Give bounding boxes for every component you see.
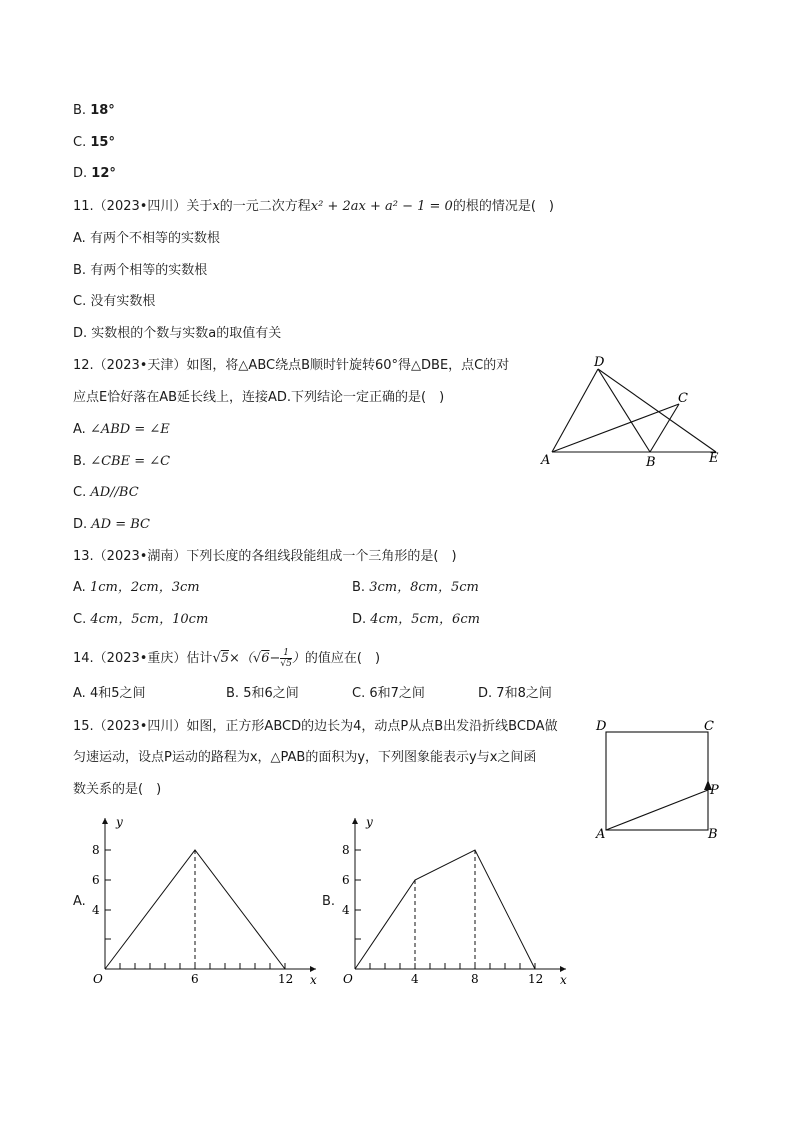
square-abcd	[606, 732, 708, 830]
y-tick-label: 4	[92, 903, 100, 917]
q15-stem-line1: 15.（2023•四川）如图，正方形ABCD的边长为4，动点P从点B出发沿折线BCDA做	[73, 719, 558, 734]
q11-stem: 11.（2023•四川）关于x的一元二次方程x² + 2ax + a² − 1 = 0的根的情况是( )	[73, 199, 554, 214]
x-axis-label: x	[310, 973, 317, 987]
y-tick-label: 6	[342, 873, 350, 887]
graph-b-letter: B.	[322, 894, 336, 909]
graph-b	[338, 812, 578, 992]
q13-stem: 13.（2023•湖南）下列长度的各组线段能组成一个三角形的是( )	[73, 549, 457, 564]
y-tick-label: 8	[92, 843, 100, 857]
q15-stem-line2: 匀速运动，设点P运动的路程为x，△PAB的面积为y，下列图象能表示y与x之间函	[73, 750, 537, 765]
q11-option-b: B. 有两个相等的实数根	[73, 263, 208, 278]
q12-stem-line1: 12.（2023•天津）如图，将△ABC绕点B顺时针旋转60°得△DBE，点C的对	[73, 358, 510, 373]
line-ad	[552, 369, 598, 452]
graph-a-letter: A.	[73, 894, 86, 909]
line-ac	[552, 404, 679, 452]
q10-option-b: B. 18°	[73, 103, 115, 118]
y-tick-label: 8	[342, 843, 350, 857]
label-b: B	[708, 827, 718, 842]
q11-equation: x² + 2ax + a² − 1 = 0	[310, 199, 453, 214]
y-tick-label: 6	[92, 873, 100, 887]
q12-option-a: A. ∠ABD = ∠E	[73, 422, 170, 437]
y-axis-label: y	[116, 815, 123, 829]
graph-b-line	[355, 850, 535, 969]
q12-option-d: D. AD = BC	[73, 517, 151, 532]
label-a: A	[541, 453, 551, 468]
q14-option-d: D. 7和8之间	[478, 686, 552, 701]
label-e: E	[709, 451, 719, 466]
q13-option-b: B. 3cm，8cm，5cm	[352, 580, 479, 595]
y-tick-label: 4	[342, 903, 350, 917]
label-a: A	[596, 827, 606, 842]
q13-option-d: D. 4cm，5cm，6cm	[352, 612, 480, 627]
y-axis-label: y	[366, 815, 373, 829]
q10-option-d-value: 12°	[91, 166, 116, 181]
x-axis-label: x	[560, 973, 567, 987]
q12-option-b: B. ∠CBE = ∠C	[73, 454, 171, 469]
label-d: D	[596, 719, 607, 734]
label-p: P	[710, 783, 719, 798]
x-tick-label: 12	[278, 972, 294, 986]
q14-option-b: B. 5和6之间	[226, 686, 299, 701]
q12-triangle-figure	[535, 352, 725, 472]
q15-square-figure	[592, 714, 722, 844]
q10-option-d: D. 12°	[73, 166, 116, 181]
label-c: C	[704, 719, 714, 734]
q14-stem: 14.（2023•重庆）估计√5×（√6− $\frac{1}{√5}$ ）的值应在( )	[73, 648, 381, 669]
label-d: D	[594, 355, 605, 370]
q12-stem-line2: 应点E恰好落在AB延长线上，连接AD.下列结论一定正确的是( )	[73, 390, 445, 405]
q14-expression: √5×（√6− $\frac{1}{√5}$ ）	[212, 648, 305, 669]
q14-option-a: A. 4和5之间	[73, 686, 146, 701]
q10-option-c-value: 15°	[90, 135, 115, 150]
line-cb	[650, 404, 679, 452]
q13-option-c: C. 4cm，5cm，10cm	[73, 612, 209, 627]
q14-option-c: C. 6和7之间	[352, 686, 425, 701]
x-tick-label: 4	[411, 972, 419, 986]
q11-option-a: A. 有两个不相等的实数根	[73, 231, 220, 246]
q12-option-c: C. AD//BC	[73, 485, 139, 500]
x-tick-label: 12	[528, 972, 544, 986]
origin-label: O	[343, 972, 353, 986]
q11-option-c: C. 没有实数根	[73, 294, 156, 309]
graph-a	[88, 812, 328, 992]
q10-option-b-value: 18°	[90, 103, 115, 118]
segment-ap	[606, 790, 708, 830]
origin-label: O	[93, 972, 103, 986]
label-b: B	[646, 455, 656, 470]
q10-option-c: C. 15°	[73, 135, 115, 150]
line-db	[598, 369, 650, 452]
q11-option-d: D. 实数根的个数与实数a的取值有关	[73, 326, 282, 341]
q13-option-a: A. 1cm，2cm，3cm	[73, 580, 200, 595]
x-tick-label: 6	[191, 972, 199, 986]
x-tick-label: 8	[471, 972, 479, 986]
label-c: C	[678, 391, 688, 406]
q15-stem-line3: 数关系的是( )	[73, 782, 162, 797]
